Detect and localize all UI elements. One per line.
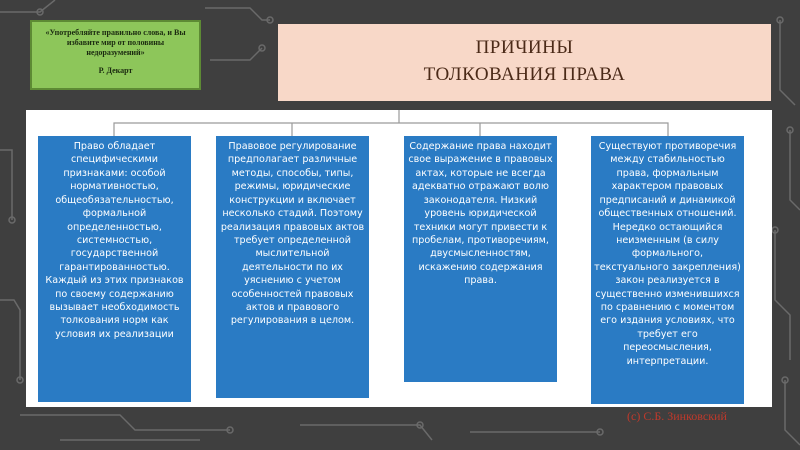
cause-card-1: Право обладает специфическими признаками: особой нормативностью, общеобязательностью, формальной определенностью, системностью, государственной гарантированностью. Каждый из этих признаков по своему содержанию вызывает необходимость толкования норм как условия их реализации [38,136,191,402]
quote-text: «Употребляйте правильно слова, и Вы избавите мир от половины недоразумений» [45,28,186,57]
quote-box [30,20,201,90]
title-box [278,24,771,101]
quote-author: Р. Декарт [98,66,133,75]
causes-diagram [26,110,772,407]
cause-card-2: Правовое регулирование предполагает различные методы, способы, типы, режимы, юридические конструкции и включает несколько стадий. Поэтому реализация правовых актов требует определенной мыслительной деятельности по их уяснению с учетом особенностей правовых актов и правового регулирования в целом. [216,136,369,398]
cause-card-4: Существуют противоречия между стабильностью права, формальным характером правовых предписаний и динамикой общественных отношений. Нередко остающийся неизменным (в силу формального, текстуального закрепления) закон реализуется в существенно изменившихся по сравнению с моментом его издания условиях, что требует его переосмысления, интерпретации. [591,136,744,404]
cause-card-3: Содержание права находит свое выражение в правовых актах, которые не всегда адекватно отражают волю законодателя. Низкий уровень юридической техники могут привести к пробелам, противоречиям, двусмысленностям, искажению содержания права. [404,136,557,382]
title-line-1: ПРИЧИНЫ [475,37,574,58]
copyright-text: (с) С.Б. Зинковский [627,409,727,423]
title-line-2: ТОЛКОВАНИЯ ПРАВА [423,63,626,85]
